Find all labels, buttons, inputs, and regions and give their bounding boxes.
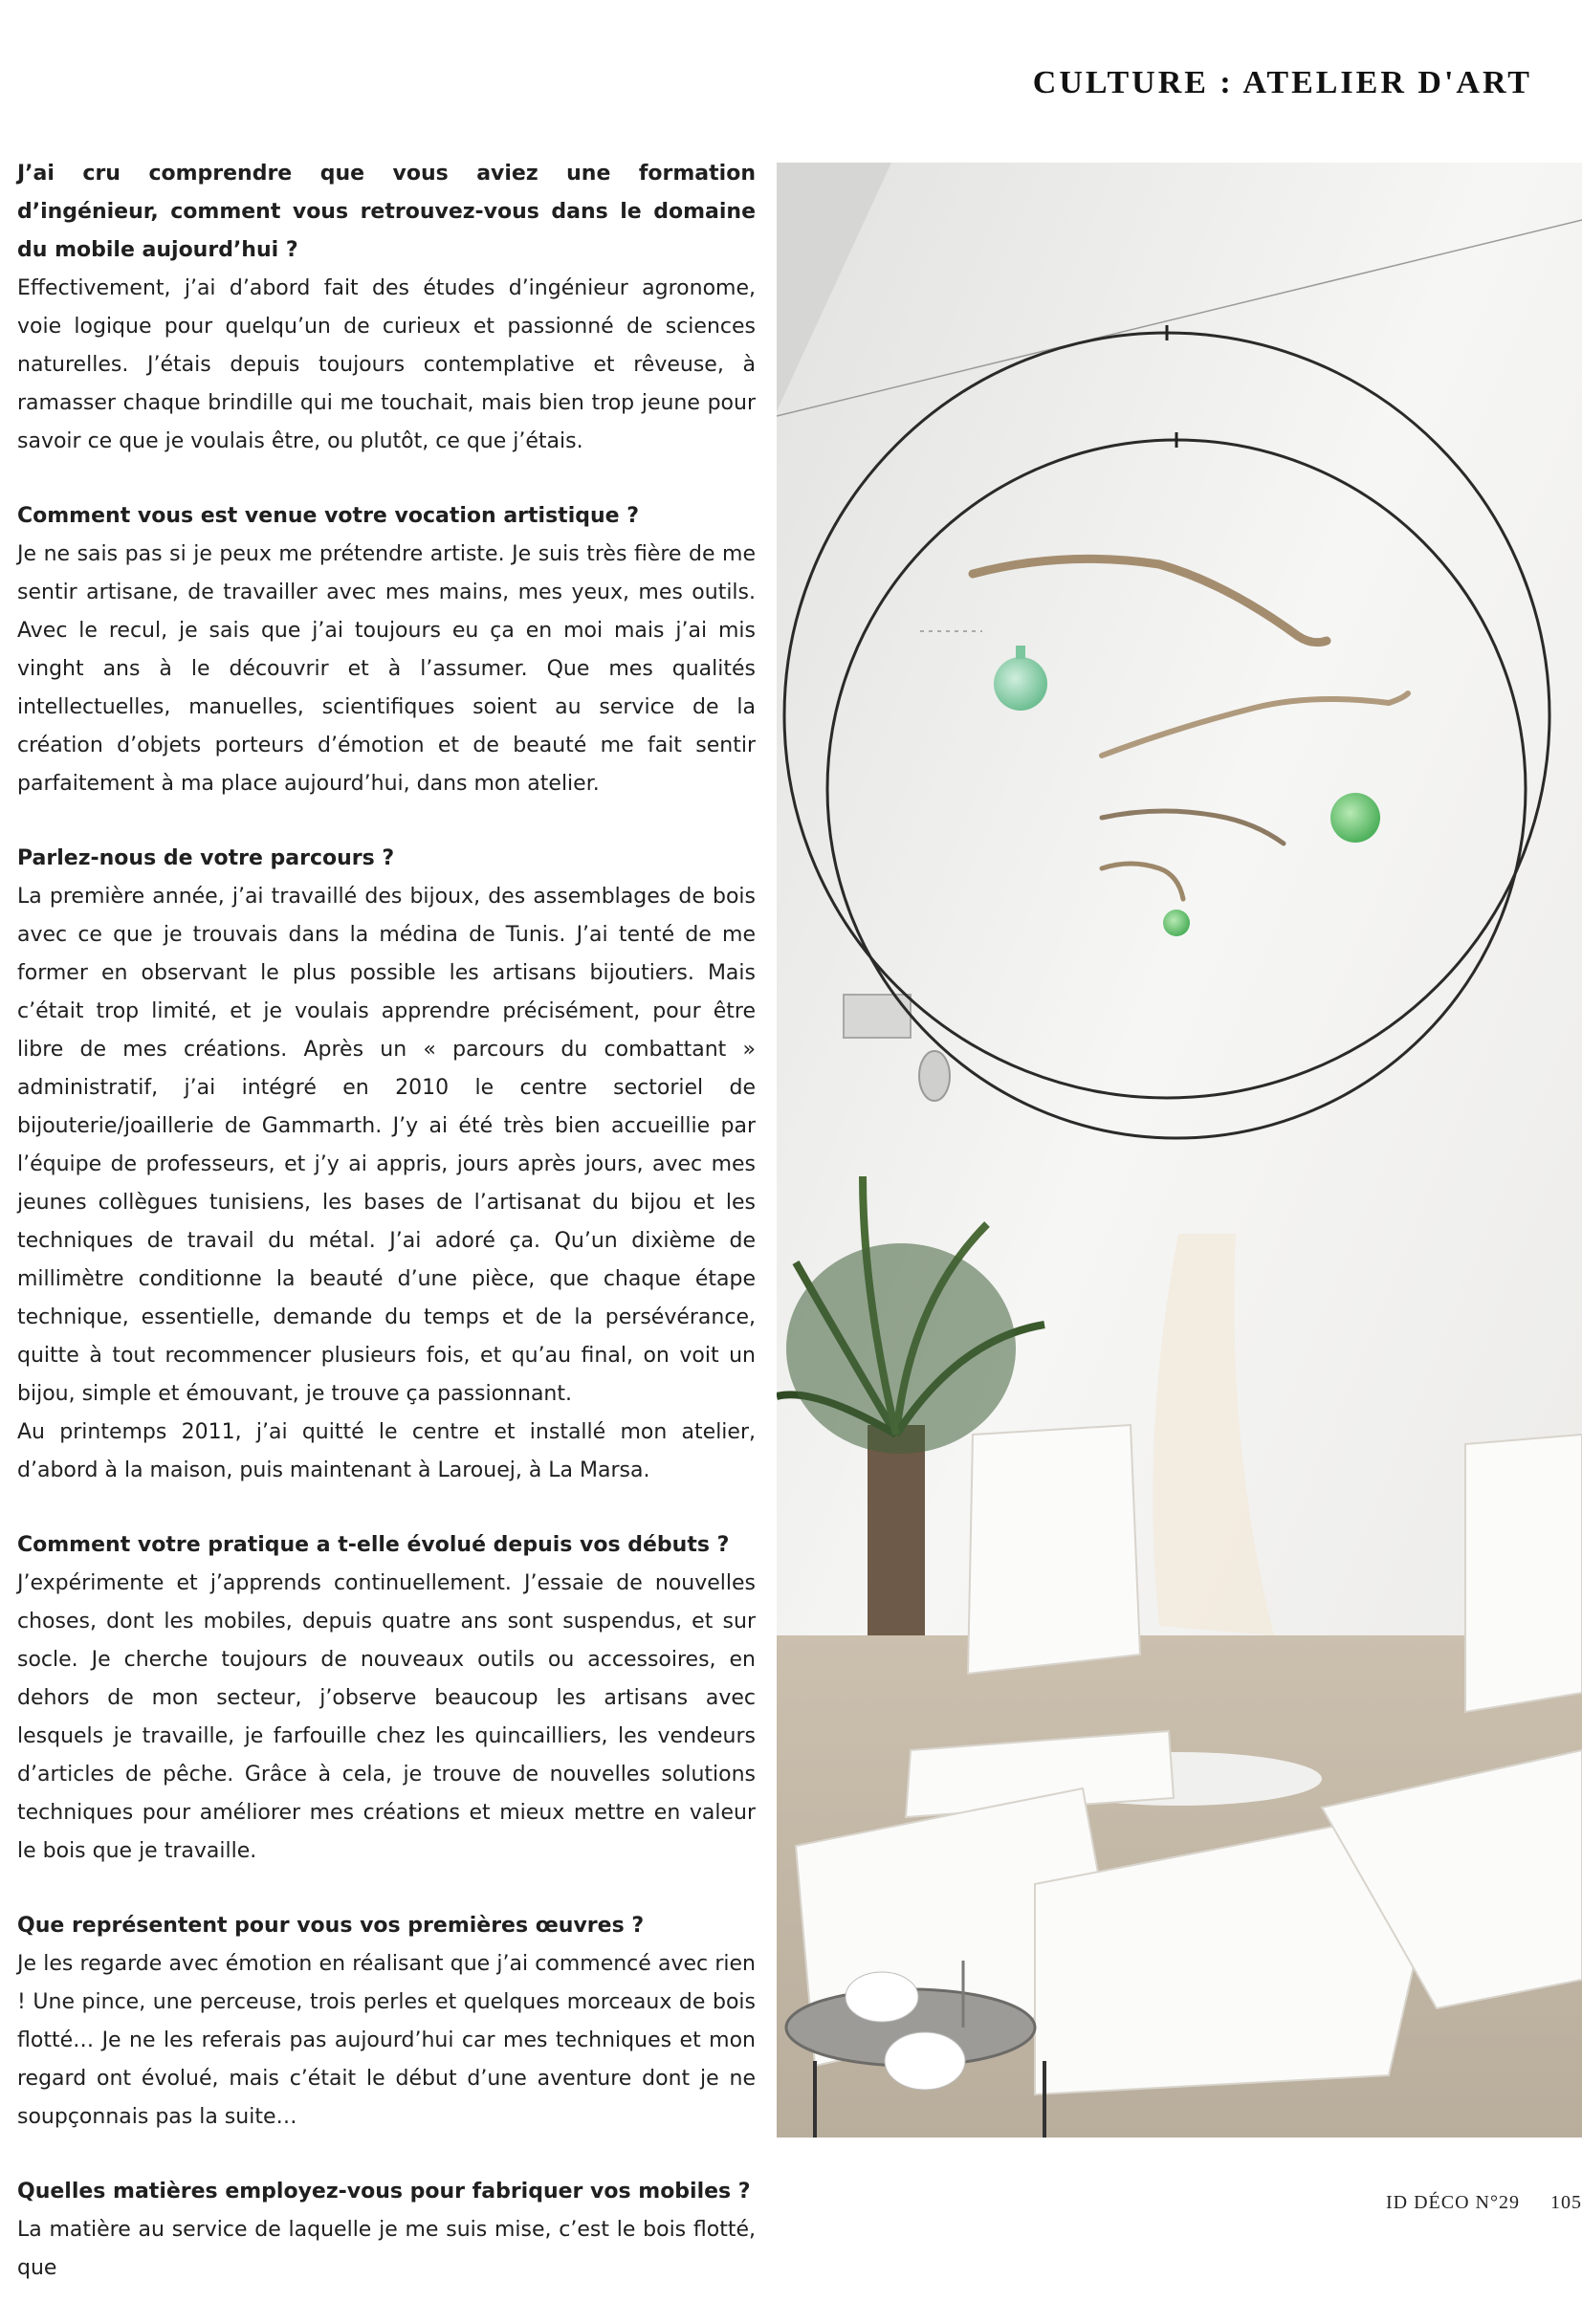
answer-continued: Au printemps 2011, j’ai quitté le centre et installé mon atelier, d’abord à la maison, puis maintenant à Larouej, à La Marsa.	[17, 1420, 756, 1482]
glass-bubble-neck	[1016, 646, 1025, 659]
interview-section-vocation	[17, 497, 756, 803]
question: Que représentent pour vous vos premières œuvres ?	[17, 1914, 645, 1938]
answer: Je ne sais pas si je peux me prétendre artiste. Je suis très fière de me sentir artisane, de travailler avec mes mains, mes yeux, mes outils. Avec le recul, je sais que j’ai toujours eu ça en moi mais j’ai mis vinght ans à le découvrir et à l’assumer. Que mes qualités intellectuelles, manuelles, scientifiques soient au service de la création d’objets porteurs d’émotion et de beauté me fait sentir parfaitement à ma place aujourd’hui, dans mon atelier.	[17, 542, 756, 796]
question: Comment vous est venue votre vocation artistique ?	[17, 504, 639, 528]
answer: La matière au service de laquelle je me suis mise, c’est le bois flotté, que	[17, 2218, 756, 2280]
question: Comment votre pratique a t-elle évolué depuis vos débuts ?	[17, 1533, 730, 1557]
answer: J’expérimente et j’apprends continuellement. J’essaie de nouvelles choses, dont les mobiles, depuis quatre ans sont suspendus, et sur socle. Je cherche toujours de nouveaux outils ou accessoires, en dehors de mon secteur, j’observe beaucoup les artisans avec lesquels je travaille, je farfouille chez les quincailliers, les vendeurs d’articles de pêche. Grâce à cela, je trouve de nouvelles solutions techniques pour améliorer mes créations et mieux mettre en valeur le bois que je travaille.	[17, 1571, 756, 1863]
interview-section-background	[17, 840, 756, 1490]
question: Quelles matières employez-vous pour fabriquer vos mobiles ?	[17, 2180, 751, 2203]
interview-section-practice	[17, 1526, 756, 1871]
photo-illustration	[777, 163, 1582, 2138]
interview-section-materials	[17, 2173, 756, 2288]
interview-section-first-works	[17, 1907, 756, 2137]
question: Parlez-nous de votre parcours ?	[17, 846, 395, 870]
page-number: 105	[1550, 2192, 1582, 2213]
answer: Je les regarde avec émotion en réalisant que j’ai commencé avec rien ! Une pince, une perceuse, trois perles et quelques morceaux de bois flotté… Je ne les referais pas aujourd’hui car mes techniques et mon regard ont évolué, mais c’était le début d’une aventure dont je ne soupçonnais pas la suite…	[17, 1952, 756, 2129]
interior-mobile-photo	[777, 163, 1582, 2138]
question: J’ai cru comprendre que vous aviez une formation d’ingénieur, comment vous retrouvez-vous dans le domaine du mobile aujourd’hui ?	[17, 162, 756, 262]
section-header: CULTURE : ATELIER D'ART	[1032, 65, 1532, 100]
glass-bubble	[1330, 793, 1380, 843]
interview-article	[17, 155, 756, 2324]
issue-label: ID DÉCO N°29	[1386, 2192, 1520, 2213]
page-footer	[1386, 2192, 1582, 2214]
answer: Effectivement, j’ai d’abord fait des études d’ingénieur agronome, voie logique pour quelqu’un de curieux et passionné de sciences naturelles. J’étais depuis toujours contemplative et rêveuse, à ramasser chaque brindille qui me touchait, mais bien trop jeune pour savoir ce que je voulais être, ou plutôt, ce que j’étais.	[17, 276, 756, 453]
glass-bubble	[994, 657, 1047, 711]
glass-bubble	[1163, 910, 1190, 936]
answer: La première année, j’ai travaillé des bijoux, des assemblages de bois avec ce que je trouvais dans la médina de Tunis. J’ai tenté de me former en observant le plus possible les artisans bijoutiers. Mais c’était trop limité, et je voulais apprendre précisément, pour être libre de mes créations. Après un « parcours du combattant » administratif, j’ai intégré en 2010 le centre sectoriel de bijouterie/joaillerie de Gammarth. J’y ai été très bien accueillie par l’équipe de professeurs, et j’y ai appris, jours après jours, avec mes jeunes collègues tunisiens, les bases de l’artisanat du bijou et les techniques de travail du métal. J’ai adoré ça. Qu’un dixième de millimètre conditionne la beauté d’une pièce, que chaque étape technique, essentielle, demande du temps et de la persévérance, quitte à tout recommencer plusieurs fois, et qu’au final, on voit un bijou, simple et émouvant, je trouve ça passionnant.	[17, 885, 756, 1406]
wall-lamp	[919, 1051, 950, 1101]
interview-section-education	[17, 155, 756, 461]
